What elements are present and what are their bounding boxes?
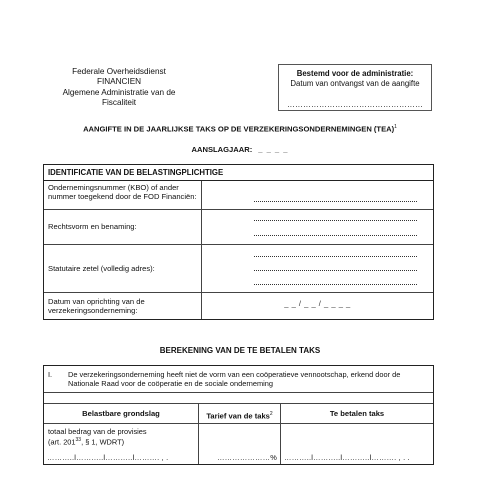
rate-field[interactable]: …………………% [217, 453, 277, 462]
provisions-cell[interactable] [44, 424, 199, 464]
title-footnote: 1 [394, 124, 397, 130]
admin-date-field[interactable]: …………………………………………… [287, 99, 423, 109]
aanslagjaar-field[interactable]: _ _ _ _ [258, 145, 289, 154]
id-row-seat [44, 245, 433, 293]
kbo-number-field[interactable] [202, 181, 433, 209]
identification-table [43, 164, 434, 320]
article-ref: (art. 201 [48, 437, 76, 447]
base-amount-field[interactable]: ………..l………..l………..l………. , . [47, 453, 169, 462]
id-row-label: Datum van oprichting van de verzekeringsonderneming: [44, 293, 202, 319]
table-row [44, 424, 433, 464]
identification-heading: IDENTIFICATIE VAN DE BELASTINGPLICHTIGE [44, 165, 433, 181]
date-format: _ _ / _ _ / _ _ _ _ [284, 299, 351, 308]
agency-line: Algemene Administratie van de [62, 87, 176, 97]
id-row-legal-form [44, 210, 433, 245]
col-header-base: Belastbare grondslag [44, 404, 199, 424]
aanslagjaar-line [0, 145, 480, 154]
col-header-rate-text: Tarief van de taks [206, 411, 270, 421]
agency-line: Federale Overheidsdienst [72, 67, 166, 76]
agency-line: FINANCIEN [96, 77, 142, 87]
page-title [0, 124, 480, 134]
article-ref-end: , § 1, WDRT) [81, 437, 125, 447]
provisions-label-line2 [48, 436, 147, 446]
aanslagjaar-label: AANSLAGJAAR: [191, 145, 253, 154]
spacer [44, 393, 433, 403]
col-header-rate [199, 404, 281, 424]
calculation-intro [44, 366, 433, 393]
provisions-label [48, 427, 147, 446]
fill-line [254, 256, 417, 257]
fill-line [254, 201, 417, 202]
intro-text: De verzekeringsonderneming heeft niet de vorm van een coöperatieve vennootschap, erkend door de Nationale Raad voor de coöperatie en de sociale onderneming [68, 370, 401, 389]
calculation-header-row [44, 404, 433, 424]
agency-line: Fiscaliteit [101, 98, 137, 108]
provisions-label-line1: totaal bedrag van de provisies [48, 427, 147, 436]
fill-line [254, 220, 417, 221]
due-cell[interactable] [281, 424, 433, 464]
id-row-label: Statutaire zetel (volledig adres): [44, 245, 202, 292]
calculation-heading: BEREKENING VAN DE TE BETALEN TAKS [159, 346, 321, 355]
id-row-label: Rechtsvorm en benaming: [44, 210, 202, 244]
id-row-founding-date [44, 293, 433, 319]
admin-box-subtitle: Datum van ontvangst van de aangifte [290, 78, 420, 88]
agency-block [44, 67, 194, 109]
page-title-text: AANGIFTE IN DE JAARLIJKSE TAKS OP DE VERZEKERINGSONDERNEMINGEN (TEA) [83, 124, 395, 134]
calculation-table [43, 365, 434, 465]
id-row-label: Ondernemingsnummer (KBO) of ander nummer toegekend door de FOD Financiën: [44, 181, 202, 209]
rate-footnote: 2 [269, 411, 273, 417]
admin-box-title: Bestemd voor de administratie: [296, 69, 414, 78]
founding-date-field[interactable] [202, 293, 433, 319]
col-header-due: Te betalen taks [281, 404, 433, 424]
fill-line [254, 235, 417, 236]
admin-box [278, 64, 432, 111]
due-amount-field[interactable]: ………..l………..l………..l………. , . . [284, 453, 410, 462]
intro-number: I. [48, 370, 53, 379]
fill-line [254, 270, 417, 271]
calculation-grid [44, 403, 433, 464]
legal-form-field[interactable] [202, 210, 433, 244]
registered-seat-field[interactable] [202, 245, 433, 292]
id-row-kbo [44, 181, 433, 210]
rate-cell[interactable] [199, 424, 281, 464]
fill-line [254, 284, 417, 285]
article-sup: 33 [75, 437, 82, 443]
